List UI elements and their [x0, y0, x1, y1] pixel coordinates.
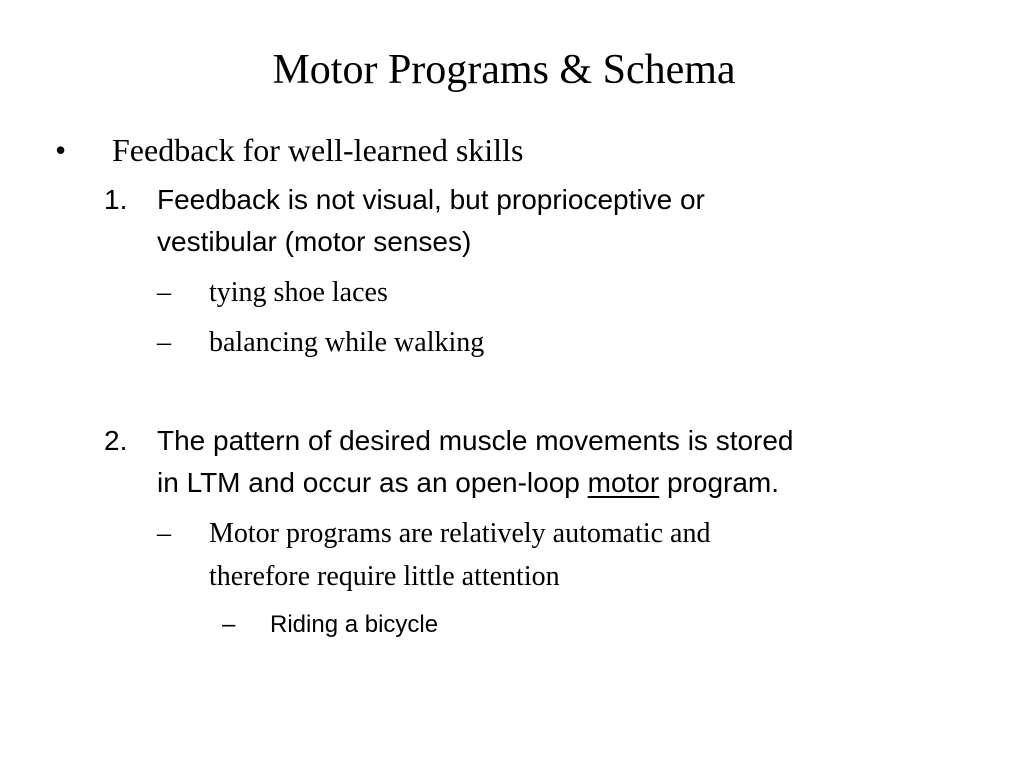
item1-subitem-1-marker: – — [157, 277, 171, 308]
item2-line2-before: in LTM and occur as an open-loop — [157, 467, 588, 498]
bullet-marker: • — [55, 132, 67, 168]
item2-subsubitem-text: Riding a bicycle — [270, 611, 439, 638]
item1-number: 1. — [104, 184, 128, 215]
item2-line2-after: program. — [659, 467, 780, 498]
item1-subitem-2-marker: – — [157, 327, 171, 358]
item1-line1: Feedback is not visual, but proprioceptive or — [157, 184, 705, 215]
item2-subitem-line2: therefore require little attention — [209, 561, 560, 592]
item2-subitem-line1: Motor programs are relatively automatic and — [209, 518, 711, 549]
bullet-text: Feedback for well-learned skills — [112, 132, 524, 168]
item2-line2-underlined: motor — [587, 467, 660, 498]
item2-subitem-marker: – — [157, 518, 171, 549]
item2-line1: The pattern of desired muscle movements is stored — [157, 425, 794, 456]
item1-subitem-1-text: tying shoe laces — [209, 277, 388, 308]
slide-title: Motor Programs & Schema — [272, 47, 736, 93]
item2-subsubitem-marker: – — [222, 611, 236, 638]
item1-subitem-2-text: balancing while walking — [209, 327, 485, 358]
item1-line2: vestibular (motor senses) — [157, 226, 472, 257]
item2-number: 2. — [104, 425, 128, 456]
item2-line2 — [157, 463, 779, 503]
